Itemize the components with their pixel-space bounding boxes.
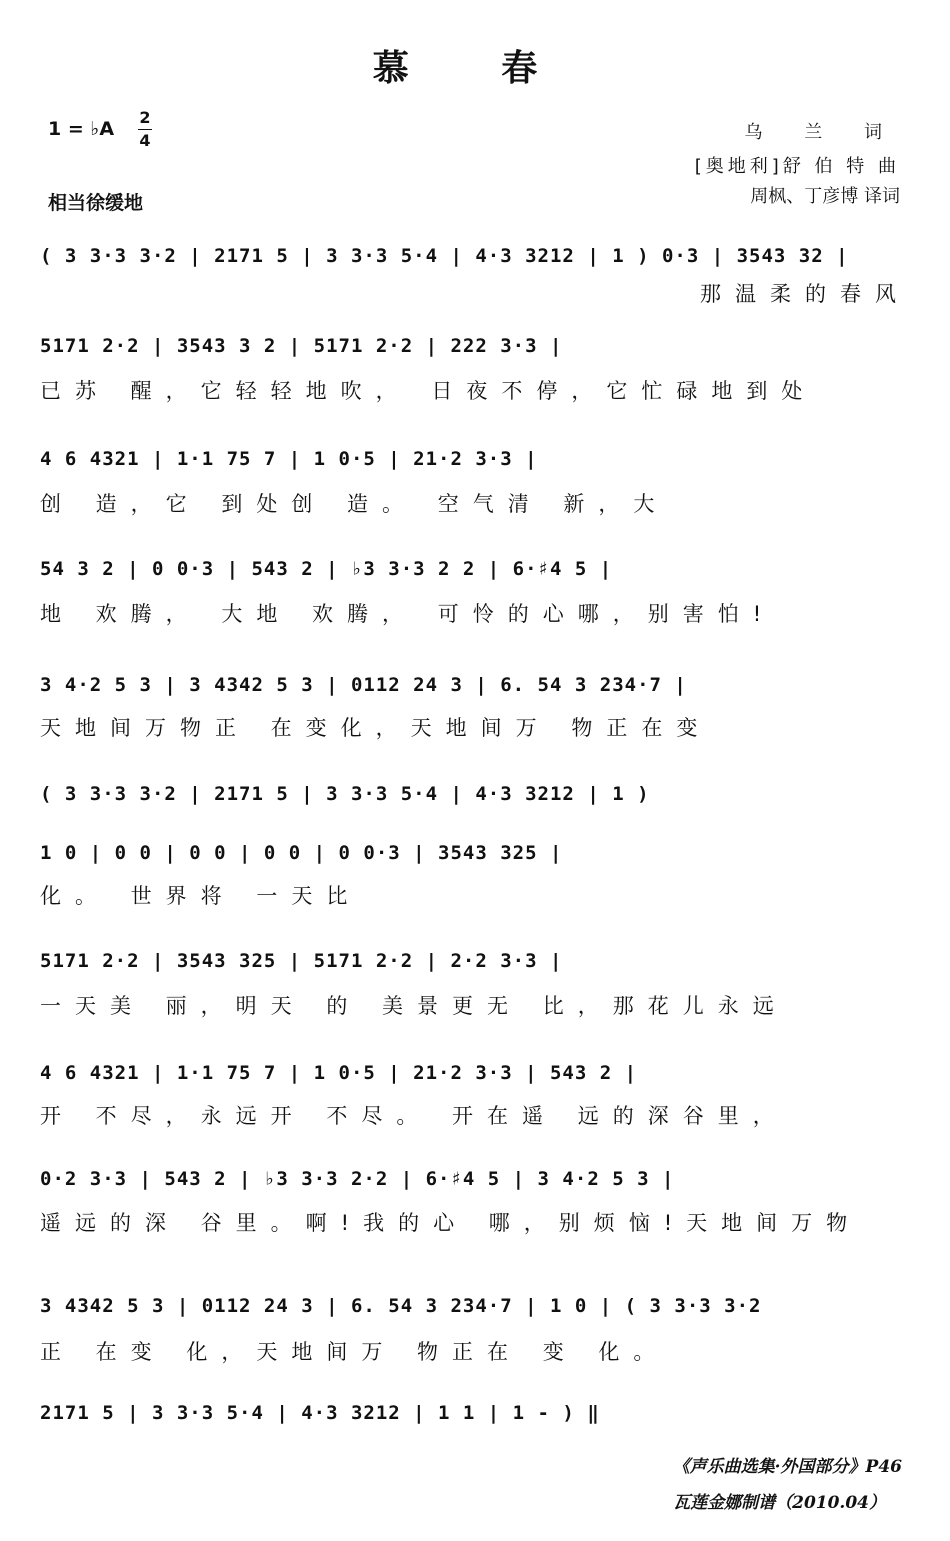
system-9-lyrics: 开 不尽，永远开 不尽。 开在遥 远的深谷里， [40,1104,788,1128]
source-note: 《声乐曲选集·外国部分》P46 [672,1457,902,1477]
system-3-lyrics: 创 造，它 到处创 造。 空气清 新，大 [40,492,669,516]
system-5-notes: 3 4·2 5 3 | 3 4342 5 3 | 0112 24 3 | 6. 54 3 234·7 | [40,674,687,696]
time-signature [138,108,152,151]
system-1-lyrics: 那温柔的春风 [700,282,910,306]
lyricist-credit: 乌 兰 词 [744,122,900,143]
system-6-notes: ( 3 3·3 3·2 | 2171 5 | 3 3·3 5·4 | 4·3 3212 | 1 ) [40,783,650,805]
translator-credit: 周枫、丁彦博 译词 [750,186,900,207]
system-8-notes: 5171 2·2 | 3543 325 | 5171 2·2 | 2·2 3·3 | [40,950,563,972]
system-11-lyrics: 正 在变 化，天地间万 物正在 变 化。 [40,1340,669,1364]
system-9-notes: 4 6 4321 | 1·1 75 7 | 1 0·5 | 21·2 3·3 | 543 2 | [40,1062,638,1084]
system-7-lyrics: 化。 世界将 一天比 [40,884,362,908]
system-11-notes: 3 4342 5 3 | 0112 24 3 | 6. 54 3 234·7 | 1 0 | ( 3 3·3 3·2 [40,1295,762,1317]
system-4-lyrics: 地 欢腾， 大地 欢腾， 可怜的心哪，别害怕! [40,602,776,626]
system-4-notes: 54 3 2 | 0 0·3 | 543 2 | ♭3 3·3 2 2 | 6·♯4 5 | [40,558,613,580]
system-10-lyrics: 遥远的深 谷里。啊!我的心 哪，别烦恼!天地间万物 [40,1211,862,1235]
system-12-notes: 2171 5 | 3 3·3 5·4 | 4·3 3212 | 1 1 | 1 - ) ‖ [40,1402,600,1424]
page-title: 慕 春 [372,47,578,89]
key-signature: 1 = ♭A [48,118,115,140]
system-8-lyrics: 一天美 丽，明天 的 美景更无 比，那花儿永远 [40,994,788,1018]
meter-top: 2 [139,108,151,127]
meter-bottom: 4 [139,131,151,150]
tempo-marking: 相当徐缓地 [48,192,144,214]
composer-credit: [奥地利]舒 伯 特 曲 [694,156,900,177]
system-2-lyrics: 已苏 醒，它轻轻地吹， 日夜不停，它忙碌地到处 [40,379,817,403]
system-2-notes: 5171 2·2 | 3543 3 2 | 5171 2·2 | 222 3·3 | [40,335,563,357]
system-7-notes: 1 0 | 0 0 | 0 0 | 0 0 | 0 0·3 | 3543 325 | [40,842,563,864]
system-3-notes: 4 6 4321 | 1·1 75 7 | 1 0·5 | 21·2 3·3 | [40,448,538,470]
maker-note: 瓦莲金娜制谱（2010.04） [673,1493,886,1513]
system-5-lyrics: 天地间万物正 在变化，天地间万 物正在变 [40,716,712,740]
system-10-notes: 0·2 3·3 | 543 2 | ♭3 3·3 2·2 | 6·♯4 5 | 3 4·2 5 3 | [40,1168,675,1190]
system-1-notes: ( 3 3·3 3·2 | 2171 5 | 3 3·3 5·4 | 4·3 3212 | 1 ) 0·3 | 3543 32 | [40,245,849,267]
